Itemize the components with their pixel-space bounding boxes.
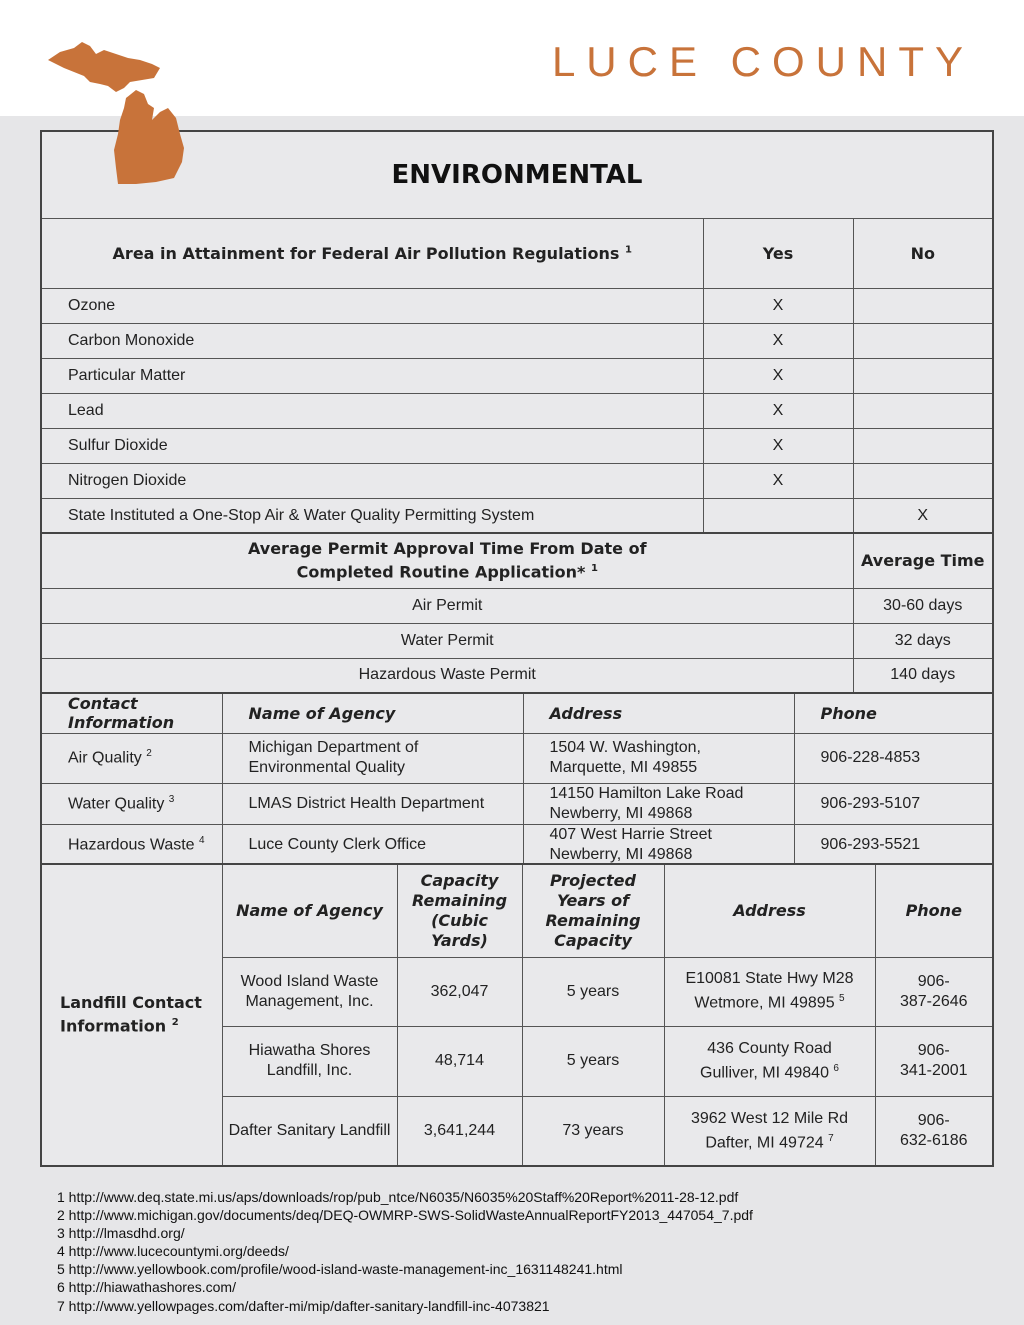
footnote-link[interactable]: 4 http://www.lucecountymi.org/deeds/ <box>57 1243 289 1260</box>
footnotes <box>57 1188 753 1315</box>
county-title: LUCE COUNTY <box>551 38 974 85</box>
contact-row: Water Quality $^3$ LMAS District Health Department 14150 Hamilton Lake Road Newberry, MI 49868 906-293-5107 <box>41 783 993 824</box>
yes-header: Yes <box>703 218 853 288</box>
landfill-row: Dafter Sanitary Landfill 3,641,244 73 years 3962 West 12 Mile Rd Dafter, MI 49724 $^7$ 906- 632-6186 <box>41 1096 993 1166</box>
air-row: Ozone X <box>41 288 993 323</box>
permit-row: Air Permit 30-60 days <box>41 588 993 623</box>
section-title: ENVIRONMENTAL <box>41 131 993 218</box>
contact-header: Contact Information <box>41 693 222 733</box>
air-row: Carbon Monoxide X <box>41 323 993 358</box>
average-time-header: Average Time <box>853 533 993 588</box>
footnote-link[interactable]: 6 http://hiawathashores.com/ <box>57 1279 236 1296</box>
air-header: Area in Attainment for Federal Air Pollution Regulations $^1$ <box>41 218 703 288</box>
air-row: Particular Matter X <box>41 358 993 393</box>
permit-header: Average Permit Approval Time From Date of Completed Routine Application* $^1$ <box>41 533 853 588</box>
air-attainment-table <box>40 130 994 535</box>
landfill-phone-header: Phone <box>875 864 993 957</box>
years-header: Projected Years of Remaining Capacity <box>522 864 664 957</box>
footnote-link[interactable]: 5 http://www.yellowbook.com/profile/wood-island-waste-management-inc_1631148241.html <box>57 1261 623 1278</box>
landfill-agency-header: Name of Agency <box>222 864 397 957</box>
footnote-link[interactable]: 7 http://www.yellowpages.com/dafter-mi/mip/dafter-sanitary-landfill-inc-4073821 <box>57 1297 550 1314</box>
contact-row: Hazardous Waste $^4$ Luce County Clerk Office 407 West Harrie Street Newberry, MI 49868 906-293-5521 <box>41 824 993 866</box>
permit-row: Water Permit 32 days <box>41 623 993 658</box>
michigan-map-icon <box>44 38 194 188</box>
landfill-label: Landfill Contact Information $^2$ <box>41 864 222 1166</box>
agency-header: Name of Agency <box>222 693 523 733</box>
landfill-address-header: Address <box>664 864 875 957</box>
footnote-link[interactable]: 2 http://www.michigan.gov/documents/deq/DEQ-OWMRP-SWS-SolidWasteAnnualReportFY2013_447054_7.pdf <box>57 1207 753 1224</box>
footnote-link[interactable]: 3 http://lmasdhd.org/ <box>57 1225 185 1242</box>
landfill-row: Wood Island Waste Management, Inc. 362,047 5 years E10081 State Hwy M28 Wetmore, MI 49895 $^5$ 906- 387-2646 <box>41 957 993 1026</box>
footnote-link[interactable]: 1 http://www.deq.state.mi.us/aps/downloads/rop/pub_ntce/N6035/N6035%20Staff%20Report%2011-28-12.pdf <box>57 1189 739 1205</box>
air-row: Nitrogen Dioxide X <box>41 463 993 498</box>
permit-time-table <box>40 532 994 694</box>
landfill-table <box>40 863 994 1167</box>
air-row: Sulfur Dioxide X <box>41 428 993 463</box>
contact-row: Air Quality $^2$ Michigan Department of Environmental Quality 1504 W. Washington, Marquette, MI 49855 906-228-4853 <box>41 733 993 783</box>
address-header: Address <box>523 693 794 733</box>
contact-table <box>40 692 994 867</box>
permit-row: Hazardous Waste Permit 140 days <box>41 658 993 693</box>
capacity-header: Capacity Remaining (Cubic Yards) <box>397 864 522 957</box>
landfill-row: Hiawatha Shores Landfill, Inc. 48,714 5 years 436 County Road Gulliver, MI 49840 $^6$ 906- 341-2001 <box>41 1026 993 1096</box>
air-row: State Instituted a One-Stop Air & Water Quality Permitting System X <box>41 498 993 534</box>
no-header: No <box>853 218 993 288</box>
air-row: Lead X <box>41 393 993 428</box>
phone-header: Phone <box>794 693 993 733</box>
